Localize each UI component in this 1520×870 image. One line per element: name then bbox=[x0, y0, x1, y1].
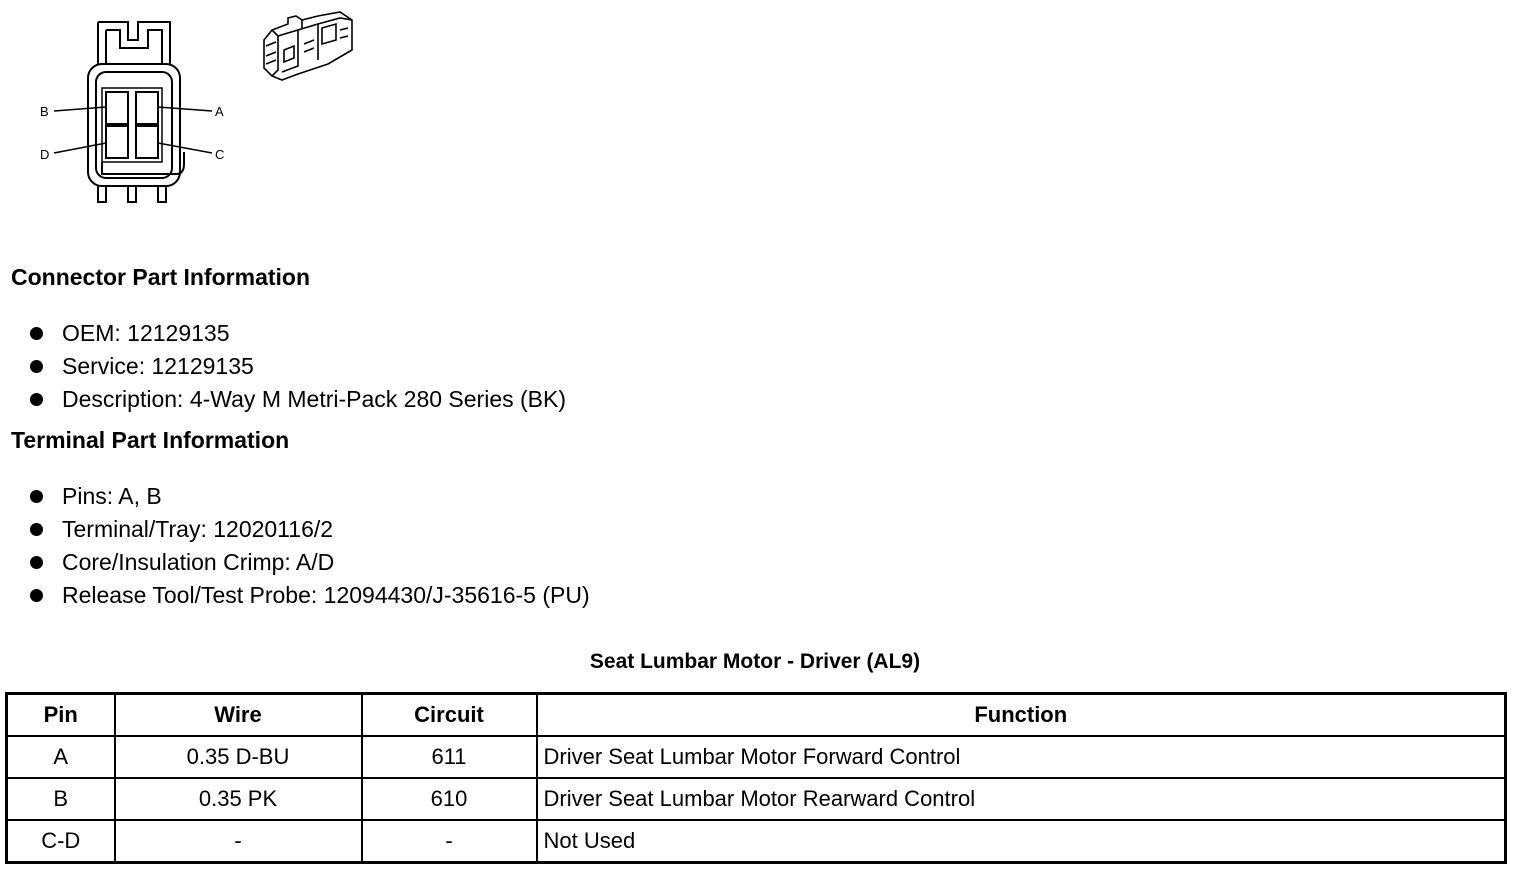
connector-info-list bbox=[0, 322, 566, 421]
terminal-info-heading: Terminal Part Information bbox=[11, 427, 290, 453]
pin-label-d: D bbox=[40, 147, 50, 162]
header-pin: Pin bbox=[7, 694, 115, 737]
list-item: Pins: A, B bbox=[0, 485, 590, 518]
pin-label-c: C bbox=[215, 147, 225, 162]
cell-pin: B bbox=[7, 778, 115, 820]
pin-table bbox=[5, 692, 1507, 864]
connector-info-heading: Connector Part Information bbox=[11, 264, 311, 290]
list-item: Core/Insulation Crimp: A/D bbox=[0, 551, 590, 584]
header-circuit: Circuit bbox=[362, 694, 537, 737]
list-item: Terminal/Tray: 12020116/2 bbox=[0, 518, 590, 551]
table-title: Seat Lumbar Motor - Driver (AL9) bbox=[589, 650, 921, 673]
table-row bbox=[7, 778, 1506, 820]
cell-circuit: 610 bbox=[362, 778, 537, 820]
cell-wire: 0.35 PK bbox=[115, 778, 362, 820]
cell-circuit: - bbox=[362, 820, 537, 863]
cell-function: Driver Seat Lumbar Motor Forward Control bbox=[537, 736, 1506, 778]
list-item: Release Tool/Test Probe: 12094430/J-35616-5 (PU) bbox=[0, 584, 590, 617]
header-wire: Wire bbox=[115, 694, 362, 737]
cell-function: Not Used bbox=[537, 820, 1506, 863]
pin-label-a: A bbox=[215, 104, 224, 119]
table-row bbox=[7, 736, 1506, 778]
table-header-row bbox=[7, 694, 1506, 737]
connector-face-diagram bbox=[30, 12, 230, 212]
table-row bbox=[7, 820, 1506, 863]
pin-label-b: B bbox=[40, 104, 49, 119]
cell-pin: C-D bbox=[7, 820, 115, 863]
list-item: Description: 4-Way M Metri-Pack 280 Series (BK) bbox=[0, 388, 566, 421]
list-item: Service: 12129135 bbox=[0, 355, 566, 388]
header-function: Function bbox=[537, 694, 1506, 737]
terminal-info-list bbox=[0, 485, 590, 617]
cell-function: Driver Seat Lumbar Motor Rearward Control bbox=[537, 778, 1506, 820]
cell-wire: 0.35 D-BU bbox=[115, 736, 362, 778]
cell-circuit: 611 bbox=[362, 736, 537, 778]
list-item: OEM: 12129135 bbox=[0, 322, 566, 355]
cell-pin: A bbox=[7, 736, 115, 778]
connector-illustration bbox=[258, 10, 358, 85]
cell-wire: - bbox=[115, 820, 362, 863]
